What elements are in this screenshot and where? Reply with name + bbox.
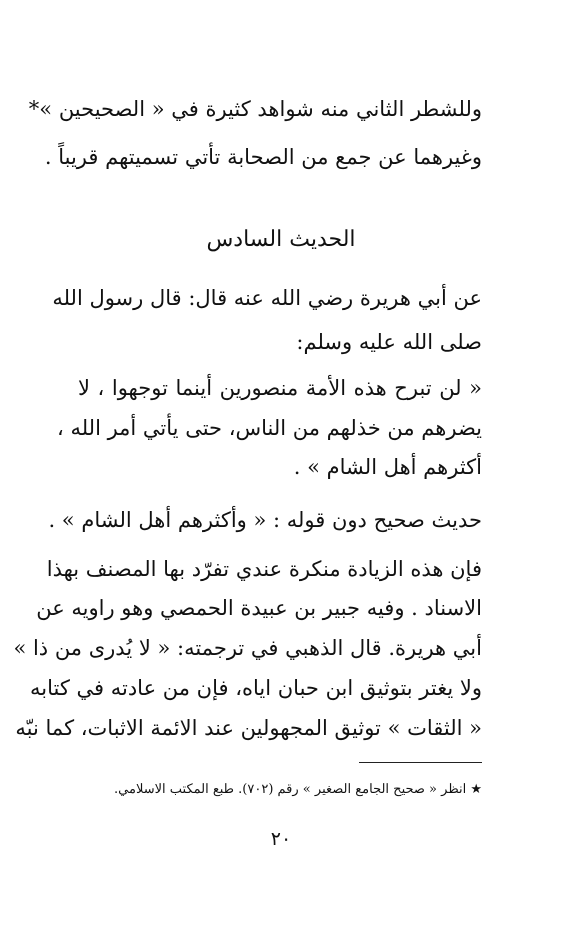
hadith-text-line-1: « لن تبرح هذه الأمة منصورين أينما توجهوا ، لا — [78, 376, 482, 400]
body-line-12: ولا يغتر بتوثيق ابن حبان اياه، فإن من عادته في كتابه — [29, 676, 482, 700]
body-line-13: « الثقات » توثيق المجهولين عند الائمة الاثبات، كما نبّه — [15, 716, 482, 740]
page-number: ٢٠ — [270, 828, 292, 850]
body-line-10: الاسناد . وفيه جبير بن عبيدة الحمصي وهو راويه عن — [36, 596, 482, 620]
hadith-text-line-3: أكثرهم أهل الشام » . — [293, 455, 482, 479]
body-line-4: صلى الله عليه وسلم: — [296, 330, 482, 354]
body-line-11: أبي هريرة. قال الذهبي في ترجمته: « لا يُدرى من ذا » — [13, 636, 482, 660]
body-line-3: عن أبي هريرة رضي الله عنه قال: قال رسول الله — [52, 286, 482, 310]
body-line-9: فإن هذه الزيادة منكرة عندي تفرّد بها المصنف بهذا — [46, 557, 482, 581]
body-line-1: وللشطر الثاني منه شواهد كثيرة في « الصحيحين »* — [28, 97, 482, 121]
body-line-2: وغيرهما عن جمع من الصحابة تأتي تسميتهم قريباً . — [44, 145, 482, 169]
footnote: ★ انظر « صحيح الجامع الصغير » رقم (٧٠٢). طبع المكتب الاسلامي. — [114, 782, 482, 797]
footnote-divider — [359, 762, 482, 763]
hadith-text-line-2: يضرهم من خذلهم من الناس، حتى يأتي أمر الله ، — [57, 416, 482, 440]
hadith-heading: الحديث السادس — [206, 227, 356, 252]
body-line-8: حديث صحيح دون قوله : « وأكثرهم أهل الشام » . — [48, 508, 482, 532]
